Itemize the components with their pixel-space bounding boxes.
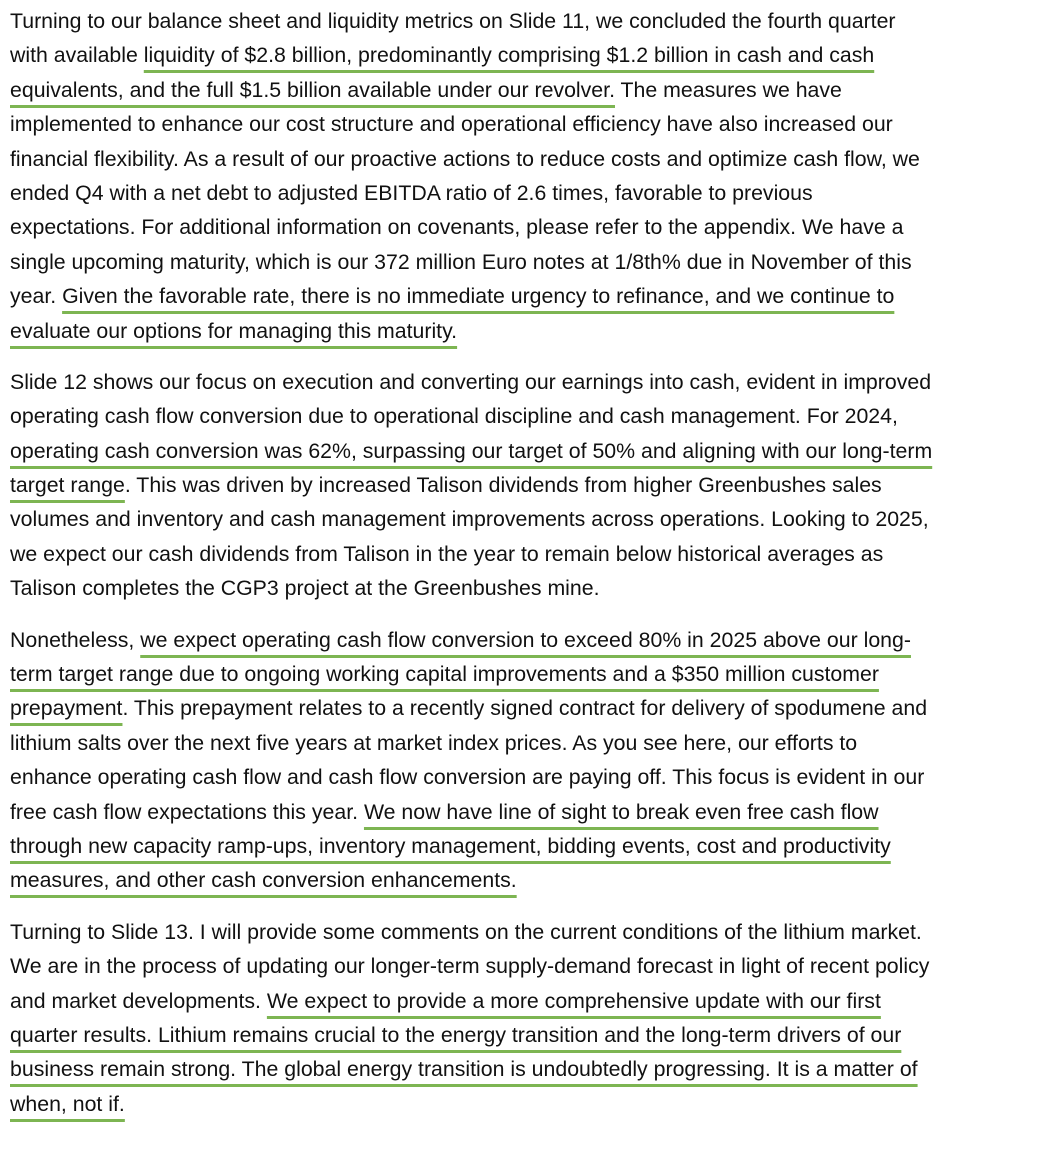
text-line	[10, 691, 1056, 725]
paragraph	[10, 4, 1056, 348]
text-line	[10, 38, 1056, 72]
highlighted-text: when, not if.	[10, 1091, 125, 1116]
text-line	[10, 915, 1056, 949]
text-line	[10, 502, 1056, 536]
highlighted-text: quarter results. Lithium remains crucial to the energy transition and the long-term drivers of our	[10, 1022, 902, 1047]
highlighted-text: measures, and other cash conversion enhancements.	[10, 868, 517, 893]
text-line	[10, 760, 1056, 794]
body-text: We are in the process of updating our longer-term supply-demand forecast in light of recent policy	[10, 954, 930, 979]
highlighted-text: business remain strong. The global energy transition is undoubtedly progressing. It is a matter of	[10, 1057, 918, 1082]
highlighted-text: equivalents, and the full $1.5 billion available under our revolver.	[10, 77, 615, 102]
highlighted-text: We now have line of sight to break even free cash flow	[363, 799, 879, 824]
text-line	[10, 4, 1056, 38]
body-text: implemented to enhance our cost structure and operational efficiency have also increased our	[10, 112, 893, 137]
body-text: and market developments.	[10, 988, 267, 1013]
body-text: single upcoming maturity, which is our 372 million Euro notes at 1/8th% due in November of this	[10, 249, 912, 274]
text-line	[10, 726, 1056, 760]
text-line	[10, 984, 1056, 1018]
transcript-document	[10, 4, 1056, 1138]
body-text: . This was driven by increased Talison dividends from higher Greenbushes sales	[124, 473, 882, 498]
text-line	[10, 468, 1056, 502]
text-line	[10, 571, 1056, 605]
text-line	[10, 399, 1056, 433]
text-line	[10, 245, 1056, 279]
body-text: volumes and inventory and cash management improvements across operations. Looking to 2025,	[10, 507, 929, 532]
text-line	[10, 795, 1056, 829]
text-line	[10, 73, 1056, 107]
text-line	[10, 829, 1056, 863]
text-line	[10, 365, 1056, 399]
text-line	[10, 949, 1056, 983]
highlighted-text: term target range due to ongoing working capital improvements and a $350 million customer	[10, 662, 879, 687]
body-text: enhance operating cash flow and cash flow conversion are paying off. This focus is evident in our	[10, 765, 925, 790]
highlighted-text: we expect operating cash flow conversion to exceed 80% in 2025 above our long-	[140, 627, 911, 652]
body-text: . This prepayment relates to a recently signed contract for delivery of spodumene and	[122, 696, 928, 721]
text-line	[10, 657, 1056, 691]
body-text: financial flexibility. As a result of our proactive actions to reduce costs and optimize cash flow, we	[10, 146, 920, 171]
body-text: Nonetheless,	[10, 627, 141, 652]
text-line	[10, 434, 1056, 468]
text-line	[10, 623, 1056, 657]
text-line	[10, 210, 1056, 244]
paragraph	[10, 623, 1056, 898]
paragraph	[10, 915, 1056, 1121]
highlighted-text: Given the favorable rate, there is no immediate urgency to refinance, and we continue to	[62, 284, 895, 309]
text-line	[10, 537, 1056, 571]
text-line	[10, 142, 1056, 176]
body-text: Turning to Slide 13. I will provide some comments on the current conditions of the lithium market.	[10, 919, 922, 944]
text-line	[10, 1018, 1056, 1052]
text-line	[10, 176, 1056, 210]
body-text: operating cash flow conversion due to operational discipline and cash management. For 2024,	[10, 404, 898, 429]
body-text: we expect our cash dividends from Talison in the year to remain below historical averages as	[10, 541, 884, 566]
highlighted-text: We expect to provide a more comprehensive update with our first	[266, 988, 881, 1013]
body-text: Slide 12 shows our focus on execution and converting our earnings into cash, evident in improved	[10, 369, 932, 394]
text-line	[10, 863, 1056, 897]
body-text: lithium salts over the next five years at market index prices. As you see here, our efforts to	[10, 730, 858, 755]
body-text: The measures we have	[615, 77, 842, 102]
body-text: with available	[10, 43, 144, 68]
highlighted-text: evaluate our options for managing this maturity.	[10, 318, 458, 343]
text-line	[10, 1052, 1056, 1086]
paragraph	[10, 365, 1056, 606]
body-text: Turning to our balance sheet and liquidity metrics on Slide 11, we concluded the fourth quarter	[10, 9, 896, 33]
text-line	[10, 1087, 1056, 1121]
highlighted-text: prepayment	[10, 696, 123, 721]
text-line	[10, 107, 1056, 141]
highlighted-text: operating cash conversion was 62%, surpassing our target of 50% and aligning with our long-term	[10, 438, 933, 463]
highlighted-text: through new capacity ramp-ups, inventory management, bidding events, cost and productivity	[10, 833, 891, 858]
highlighted-text: liquidity of $2.8 billion, predominantly comprising $1.2 billion in cash and cash	[143, 43, 875, 68]
text-line	[10, 314, 1056, 348]
body-text: expectations. For additional information on covenants, please refer to the appendix. We have a	[10, 215, 904, 240]
text-line	[10, 279, 1056, 313]
body-text: Talison completes the CGP3 project at the Greenbushes mine.	[10, 576, 600, 601]
body-text: ended Q4 with a net debt to adjusted EBITDA ratio of 2.6 times, favorable to previous	[10, 180, 813, 205]
body-text: free cash flow expectations this year.	[10, 799, 364, 824]
highlighted-text: target range	[10, 473, 125, 498]
body-text: year.	[10, 284, 63, 309]
